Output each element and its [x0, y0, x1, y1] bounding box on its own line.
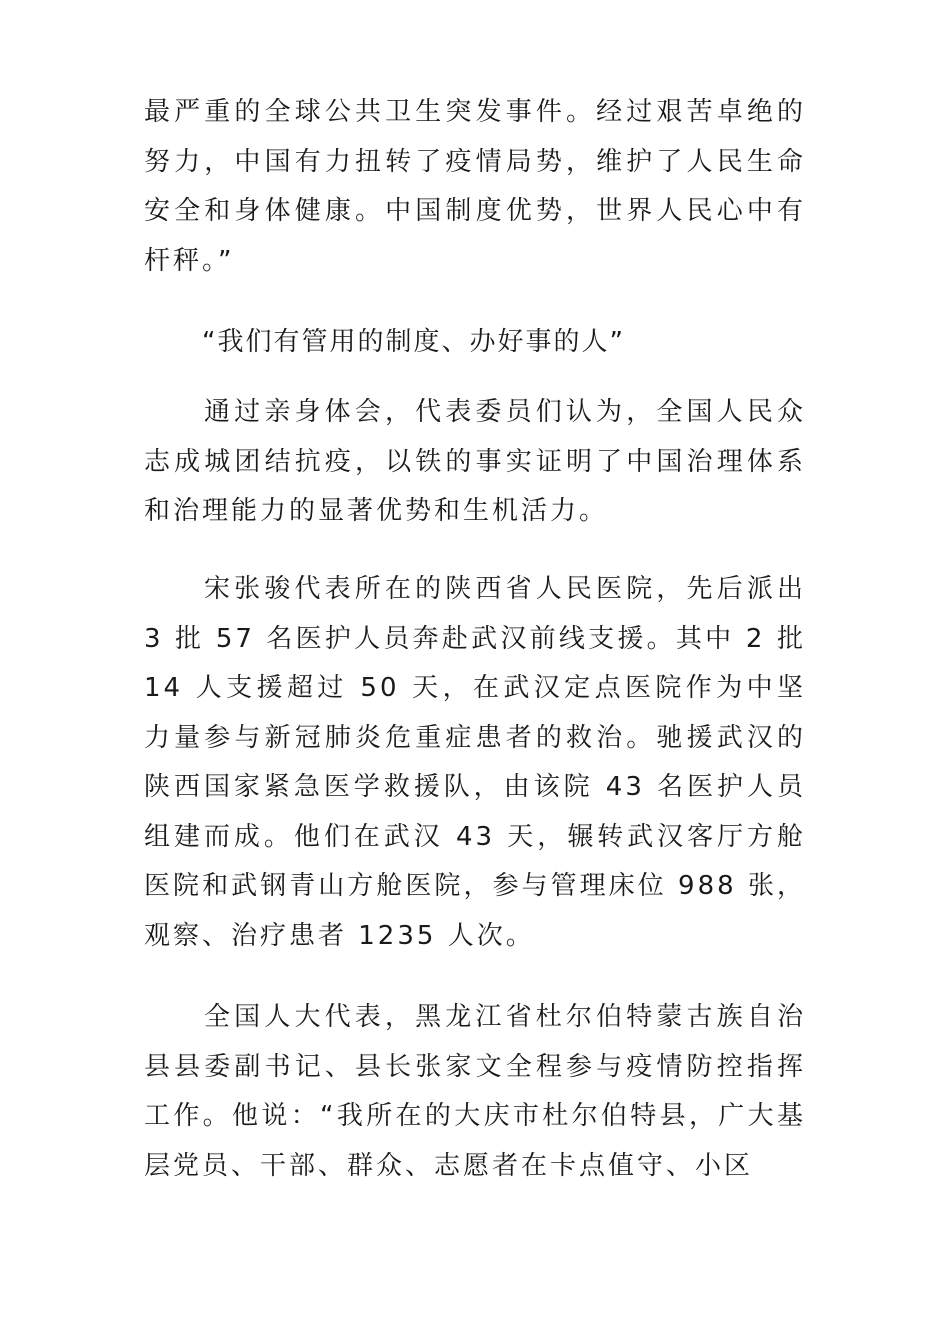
section-heading: “我们有管用的制度、办好事的人”: [202, 327, 625, 357]
paragraph-representatives-view: 通过亲身体会，代表委员们认为，全国人民众志成城团结抗疫，以铁的事实证明了中国治理体系和治理能力的显著优势和生机活力。: [144, 397, 806, 526]
paragraph-shaanxi-hospital: 宋张骏代表所在的陕西省人民医院，先后派出 3 批 57 名医护人员奔赴武汉前线支援。其中 2 批 14 人支援超过 50 天，在武汉定点医院作为中坚力量参与新冠肺炎危重症患者的救治。驰援武汉的陕西国家紧急医学救援队，由该院 43 名医护人员组建而成。他们在武汉 43 天，辗转武汉客厅方舱医院和武钢青山方舱医院，参与管理床位 988 张，观察、治疗患者 1235 人次。: [144, 574, 806, 951]
paragraph-continuation: 最严重的全球公共卫生突发事件。经过艰苦卓绝的努力，中国有力扭转了疫情局势，维护了人民生命安全和身体健康。中国制度优势，世界人民心中有杆秤。”: [144, 97, 806, 276]
paragraph-zhang-jiawen: 全国人大代表，黑龙江省杜尔伯特蒙古族自治县县委副书记、县长张家文全程参与疫情防控指挥工作。他说：“我所在的大庆市杜尔伯特县，广大基层党员、干部、群众、志愿者在卡点值守、小区: [144, 1002, 806, 1181]
